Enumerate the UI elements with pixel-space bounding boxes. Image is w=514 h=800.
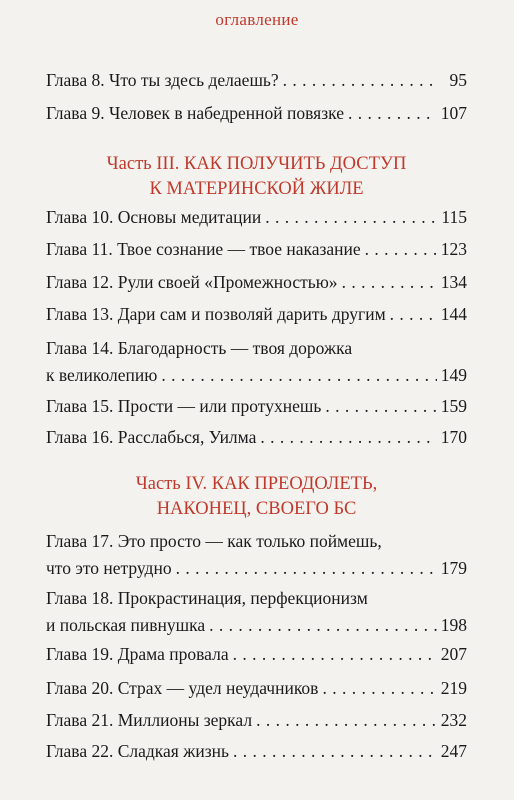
toc-entry-ch18 xyxy=(46,587,467,637)
entry-title: и польская пивнушка xyxy=(46,615,206,635)
dot-leader xyxy=(176,557,437,580)
entry-page: 115 xyxy=(441,207,467,227)
toc-entry-ch22 xyxy=(46,740,467,763)
toc-entry-ch19 xyxy=(46,643,467,666)
toc-entry-ch8 xyxy=(46,69,467,92)
entry-page: 198 xyxy=(440,615,467,635)
toc-entry-ch10 xyxy=(46,206,467,229)
entry-page: 144 xyxy=(440,304,467,324)
dot-leader xyxy=(348,102,437,125)
entry-title-line-1: Глава 17. Это просто — как только поймешь, xyxy=(46,531,382,551)
toc-entry-ch20 xyxy=(46,677,467,700)
dot-leader xyxy=(209,614,437,637)
toc-entry-ch15 xyxy=(46,395,467,418)
entry-title: Глава 9. Человек в набедренной повязке xyxy=(46,103,344,123)
entry-title: Глава 10. Основы медитации xyxy=(46,207,262,227)
entry-title: Глава 15. Прости — или протухнешь xyxy=(46,396,322,416)
part-line-1: Часть III. КАК ПОЛУЧИТЬ ДОСТУП xyxy=(106,154,407,174)
toc-entry-ch17 xyxy=(46,530,467,580)
dot-leader xyxy=(325,395,436,418)
entry-title: Глава 22. Сладкая жизнь xyxy=(46,741,229,761)
dot-leader xyxy=(256,709,437,732)
entry-page: 134 xyxy=(440,272,467,292)
entry-page: 219 xyxy=(440,678,467,698)
entry-title: Глава 16. Расслабься, Уилма xyxy=(46,427,257,447)
entry-page: 159 xyxy=(440,396,467,416)
part-line-1: Часть IV. КАК ПРЕОДОЛЕТЬ, xyxy=(135,474,378,494)
entry-title-line-1: Глава 18. Прокрастинация, перфекционизм xyxy=(46,588,368,608)
part-heading-4 xyxy=(46,472,467,522)
dot-leader xyxy=(260,426,436,449)
dot-leader xyxy=(233,740,437,763)
entry-title: Глава 11. Твое сознание — твое наказание xyxy=(46,239,361,259)
entry-page: 95 xyxy=(449,70,467,90)
entry-title: к великолепию xyxy=(46,365,158,385)
entry-title: Глава 20. Страх — удел неудачников xyxy=(46,678,319,698)
entry-title: Глава 13. Дари сам и позволяй дарить другим xyxy=(46,304,386,324)
entry-page: 207 xyxy=(440,644,467,664)
toc-entry-ch14 xyxy=(46,337,467,387)
entry-page: 107 xyxy=(440,103,467,123)
entry-page: 149 xyxy=(440,365,467,385)
running-head: оглавление xyxy=(215,10,299,29)
toc-entry-ch12 xyxy=(46,271,467,294)
toc-entry-ch16 xyxy=(46,426,467,449)
dot-leader xyxy=(161,364,436,387)
dot-leader xyxy=(283,69,439,92)
entry-title: что это нетрудно xyxy=(46,558,172,578)
toc-entry-ch11 xyxy=(46,238,467,261)
entry-title: Глава 8. Что ты здесь делаешь? xyxy=(46,70,279,90)
entry-page: 232 xyxy=(440,710,467,730)
entry-title: Глава 19. Драма провала xyxy=(46,644,229,664)
part-heading-3 xyxy=(46,152,467,202)
dot-leader xyxy=(390,303,437,326)
dot-leader xyxy=(322,677,436,700)
part-line-2: НАКОНЕЦ, СВОЕГО БС xyxy=(156,499,357,519)
dot-leader xyxy=(265,206,437,229)
dot-leader xyxy=(233,643,437,666)
toc-entry-ch21 xyxy=(46,709,467,732)
toc-entry-ch9 xyxy=(46,102,467,125)
entry-page: 247 xyxy=(440,741,467,761)
entry-title: Глава 21. Миллионы зеркал xyxy=(46,710,253,730)
toc-entry-ch13 xyxy=(46,303,467,326)
entry-title: Глава 12. Рули своей «Промежностью» xyxy=(46,272,338,292)
dot-leader xyxy=(365,238,437,261)
dot-leader xyxy=(342,271,437,294)
part-line-2: К МАТЕРИНСКОЙ ЖИЛЕ xyxy=(149,179,364,199)
entry-page: 170 xyxy=(440,427,467,447)
entry-title-line-1: Глава 14. Благодарность — твоя дорожка xyxy=(46,338,353,358)
entry-page: 179 xyxy=(440,558,467,578)
entry-page: 123 xyxy=(440,239,467,259)
